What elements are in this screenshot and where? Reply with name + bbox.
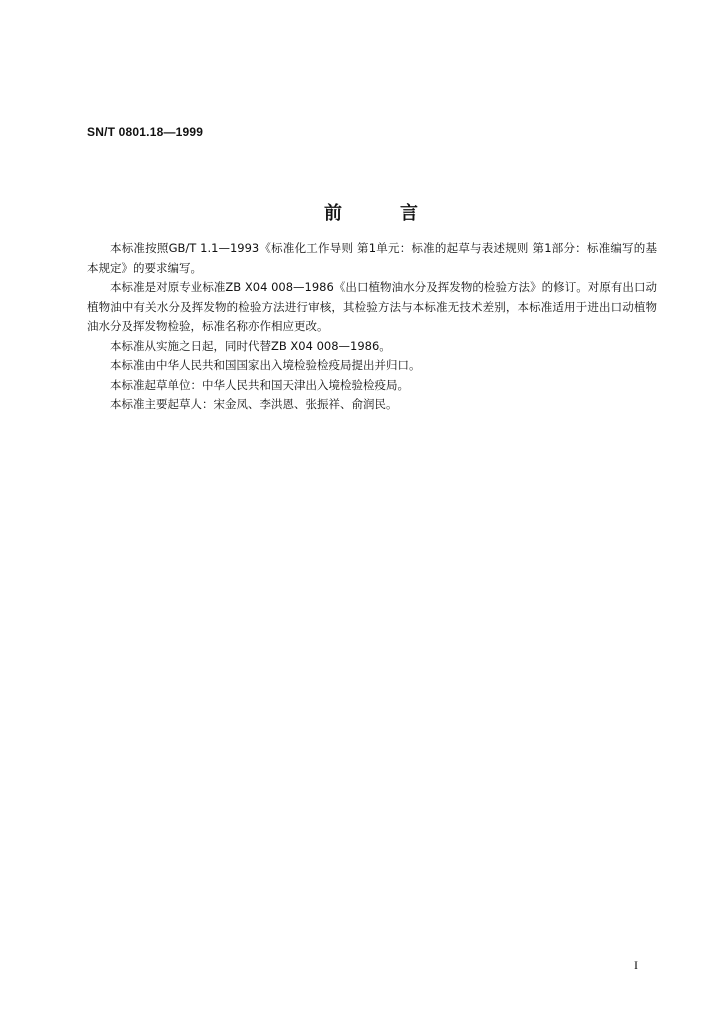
paragraph-drafters: 本标准主要起草人：宋金凤、李洪恩、张振祥、俞润民。: [110, 397, 398, 411]
title-char-1: 前: [324, 203, 342, 224]
paragraph-revision-note: 本标准是对原专业标准ZB X04 008—1986《出口植物油水分及挥发物的检验方法》的修订。对原有出口动植物油中有关水分及挥发物的检验方法进行审核，其检验方法与本标准无技术差别，本标准适用于进出口动植物油水分及挥发物检验，标准名称亦作相应更改。: [87, 280, 657, 333]
paragraph-replacement: 本标准从实施之日起，同时代替ZB X04 008—1986。: [110, 338, 391, 353]
foreword-body: [87, 239, 657, 415]
paragraph-drafting-basis: 本标准按照GB/T 1.1—1993《标准化工作导则 第1单元：标准的起草与表述规则 第1部分：标准编写的基本规定》的要求编写。: [87, 241, 657, 275]
standard-code: SN/T 0801.18—1999: [87, 125, 204, 139]
paragraph-proposer: 本标准由中华人民共和国国家出入境检验检疫局提出并归口。: [110, 358, 421, 372]
paragraph-drafting-unit: 本标准起草单位：中华人民共和国天津出入境检验检疫局。: [110, 377, 409, 392]
title-char-2: 言: [400, 203, 418, 224]
page-number: I: [634, 958, 638, 972]
